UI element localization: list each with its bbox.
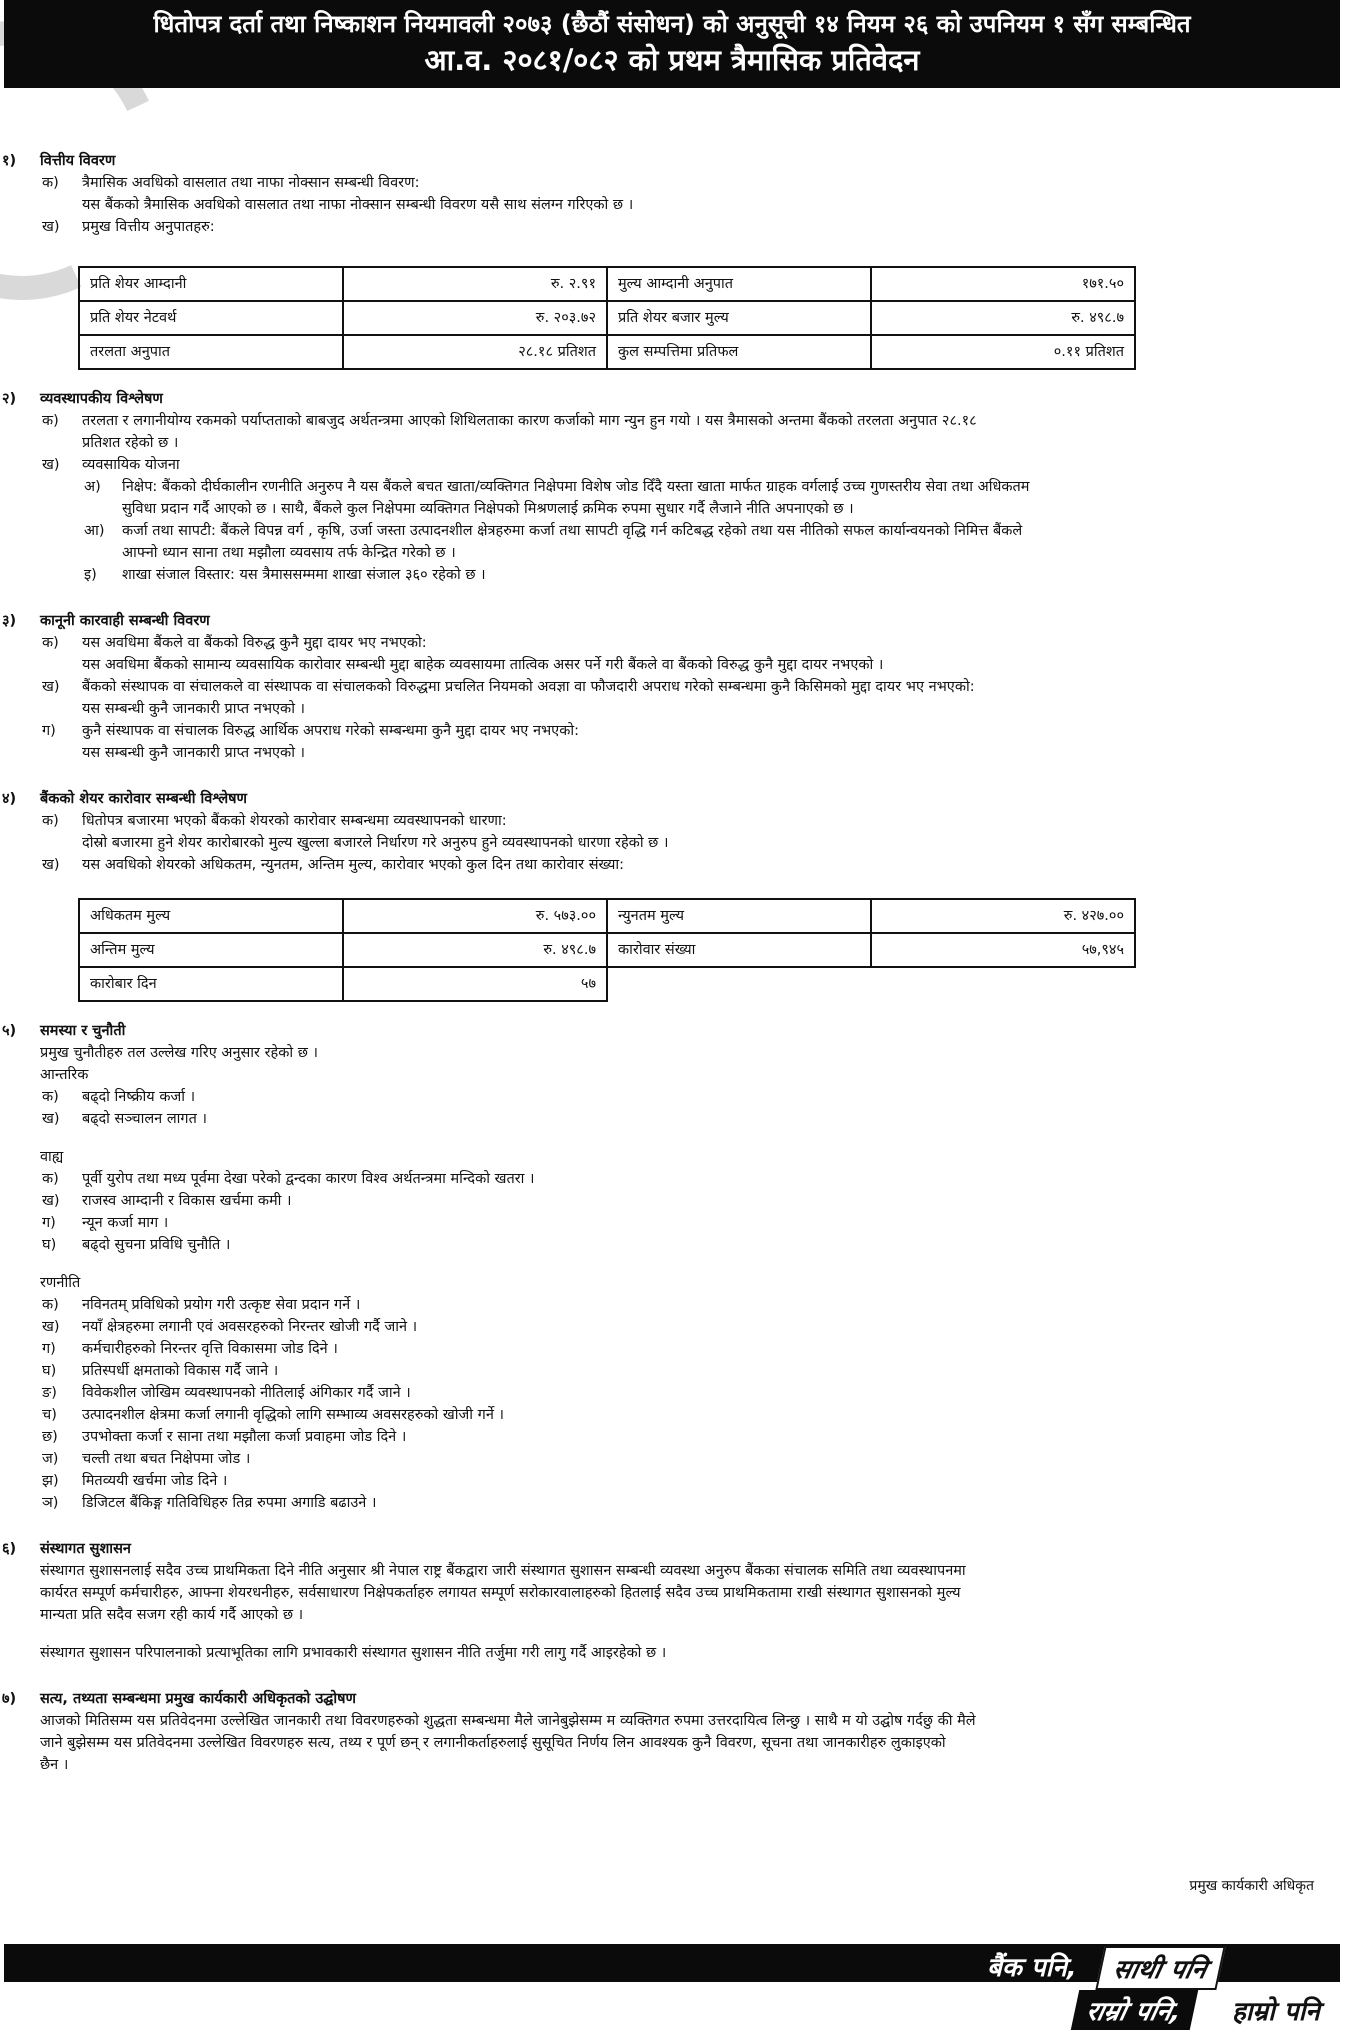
- list-item: विवेकशील जोखिम व्यवस्थापनको नीतिलाई अंगिकार गर्दै जाने ।: [82, 1385, 411, 1401]
- table-cell: रु. ४९८.७: [871, 301, 1135, 335]
- item-number: क): [42, 813, 59, 829]
- table-cell: मुल्य आम्दानी अनुपात: [607, 267, 871, 301]
- table-cell: न्युनतम मुल्य: [607, 899, 871, 933]
- item-text: कर्जा तथा सापटी: बैंकले विपन्न वर्ग , कृषि, उर्जा जस्ता उत्पादनशील क्षेत्रहरुमा कर्जा तथा सापटी वृद्धि गर्न कटिबद्ध रहेको तथा यस नीतिको सफल कार्यान्वयनको निमित्त बैंकले: [122, 523, 1023, 539]
- table-cell: रु. २.९१: [343, 267, 607, 301]
- table-cell: ०.११ प्रतिशत: [871, 335, 1135, 369]
- slogan-part-1: बैंक पनि,: [987, 1953, 1077, 1983]
- item-number: ज): [42, 1451, 59, 1467]
- table-row: [79, 335, 1135, 369]
- table-row: [79, 933, 1135, 967]
- subsection-title: वाह्य: [40, 1149, 64, 1165]
- table-cell: प्रति शेयर नेटवर्थ: [79, 301, 343, 335]
- list-item: चल्ती तथा बचत निक्षेपमा जोड ।: [82, 1451, 251, 1467]
- section-number: ५): [2, 1023, 17, 1039]
- item-number: क): [42, 413, 59, 429]
- table-cell: प्रति शेयर आम्दानी: [79, 267, 343, 301]
- section-number: ३): [2, 613, 17, 629]
- section-financial: [0, 150, 1354, 370]
- section-management-analysis: [0, 388, 1354, 586]
- section-number: २): [2, 391, 17, 407]
- subsection-title: रणनीति: [40, 1275, 81, 1291]
- page-header: [4, 0, 1340, 88]
- paragraph-line: संस्थागत सुशासन परिपालनाको प्रत्याभूतिका लागि प्रभावकारी संस्थागत सुशासन नीति तर्जुमा गरी लागु गर्दै आइरहेको छ ।: [40, 1645, 667, 1661]
- section-number: ७): [2, 1691, 17, 1707]
- slogan-part-4: हाम्रो पनि: [1232, 1997, 1320, 2027]
- table-cell: कारोवार संख्या: [607, 933, 871, 967]
- section-title: संस्थागत सुशासन: [40, 1541, 131, 1557]
- table-cell: २८.१८ प्रतिशत: [343, 335, 607, 369]
- table-cell: रु. ४२७.००: [871, 899, 1135, 933]
- item-number: ख): [42, 1111, 60, 1127]
- item-number: ग): [42, 723, 56, 739]
- paragraph-line: आजको मितिसम्म यस प्रतिवेदनमा उल्लेखित जानकारी तथा विवरणहरुको शुद्धता सम्बन्धमा मैले जानेबुझेसम्म म व्यक्तिगत रुपमा उत्तरदायित्व लिन्छु । साथै म यो उद्घोष गर्दछु की मैले: [40, 1713, 976, 1729]
- table-cell: रु. ५७३.००: [343, 899, 607, 933]
- item-text: आफ्नो ध्यान साना तथा मझौला व्यवसाय तर्फ केन्द्रित गरेको छ ।: [122, 545, 456, 561]
- section-declaration: [0, 1688, 1354, 1776]
- table-cell: प्रति शेयर बजार मुल्य: [607, 301, 871, 335]
- item-number: ङ): [42, 1385, 57, 1401]
- item-number: घ): [42, 1237, 57, 1253]
- item-title: त्रैमासिक अवधिको वासलात तथा नाफा नोक्सान सम्बन्धी विवरण:: [82, 175, 420, 191]
- header-title-line2: आ.व. २०८१/०८२ को प्रथम त्रैमासिक प्रतिवेदन: [424, 43, 920, 77]
- item-number: छ): [42, 1429, 58, 1445]
- paragraph-line: मान्यता प्रति सदैव सजग रही कार्य गर्दै आएको छ ।: [40, 1607, 304, 1623]
- item-number: ख): [42, 219, 60, 235]
- section-title: वित्तीय विवरण: [40, 153, 116, 169]
- report-body: [0, 150, 1354, 1784]
- item-title: यस अवधिको शेयरको अधिकतम, न्युनतम, अन्तिम मुल्य, कारोवार भएको कुल दिन तथा कारोवार संख्या:: [82, 857, 625, 873]
- paragraph-line: कार्यरत सम्पूर्ण कर्मचारीहरु, आफ्ना शेयरधनीहरु, सर्वसाधारण निक्षेपकर्ताहरु लगायत सम्पूर्ण सरोकारवालाहरुको हितलाई सदैव उच्च प्राथमिकतामा राखी संस्थागत सुशासनको मुल्य: [40, 1585, 961, 1601]
- section-governance: [0, 1538, 1354, 1664]
- section-title: सत्य, तथ्यता सम्बन्धमा प्रमुख कार्यकारी अधिकृतको उद्घोषण: [40, 1691, 356, 1707]
- item-title: यस अवधिमा बैंकले वा बैंकको विरुद्ध कुनै मुद्दा दायर भए नभएको:: [82, 635, 427, 651]
- signature-title: प्रमुख कार्यकारी अधिकृत: [1189, 1878, 1314, 1894]
- paragraph-line: संस्थागत सुशासनलाई सदैव उच्च प्राथमिकता दिने नीति अनुसार श्री नेपाल राष्ट्र बैंकद्वारा जारी संस्थागत सुशासन सम्बन्धी व्यवस्था अनुरुप बैंकका संचालक समिति तथा व्यवस्थापनमा: [40, 1563, 966, 1579]
- item-text: दोस्रो बजारमा हुने शेयर कारोबारको मुल्य खुल्ला बजारले निर्धारण गरे अनुरुप हुने व्यवस्थापनको धारणा रहेको छ ।: [82, 835, 669, 851]
- table-cell: १७१.५०: [871, 267, 1135, 301]
- list-item: बढ्दो निष्क्रीय कर्जा ।: [82, 1089, 196, 1105]
- section-legal: [0, 610, 1354, 764]
- paragraph-line: छैन ।: [40, 1757, 69, 1773]
- item-number: घ): [42, 1363, 57, 1379]
- section-title: कानूनी कारवाही सम्बन्धी विवरण: [40, 613, 210, 629]
- table-cell: तरलता अनुपात: [79, 335, 343, 369]
- table-cell: अधिकतम मुल्य: [79, 899, 343, 933]
- item-title: धितोपत्र बजारमा भएको बैंकको शेयरको कारोवार सम्बन्धमा व्यवस्थापनको धारणा:: [82, 813, 507, 829]
- table-cell: ५७,९४५: [871, 933, 1135, 967]
- list-item: नविनतम् प्रविधिको प्रयोग गरी उत्कृष्ट सेवा प्रदान गर्ने ।: [82, 1297, 361, 1313]
- list-item: प्रतिस्पर्धी क्षमताको विकास गर्दै जाने ।: [82, 1363, 279, 1379]
- table-row: [79, 967, 1135, 1001]
- table-cell: कारोबार दिन: [79, 967, 343, 1001]
- item-text: सुविधा प्रदान गर्दै आएको छ । साथै, बैंकले कुल निक्षेपमा व्यक्तिगत निक्षेपको मिश्रणलाई क्रमिक रुपमा सुधार गर्दै लैजाने नीति अपनाएको छ ।: [122, 501, 854, 517]
- item-number: क): [42, 1171, 59, 1187]
- item-number: क): [42, 635, 59, 651]
- item-number: ञ): [42, 1495, 59, 1511]
- item-number: ख): [42, 1193, 60, 1209]
- item-number: ग): [42, 1215, 56, 1231]
- item-text: यस सम्बन्धी कुनै जानकारी प्राप्त नभएको ।: [82, 745, 306, 761]
- item-number: इ): [84, 567, 97, 583]
- item-number: ख): [42, 857, 60, 873]
- list-item: उत्पादनशील क्षेत्रमा कर्जा लगानी वृद्धिको लागि सम्भाव्य अवसरहरुको खोजी गर्ने ।: [82, 1407, 504, 1423]
- item-title: व्यवसायिक योजना: [82, 457, 180, 473]
- list-item: मितव्ययी खर्चमा जोड दिने ।: [82, 1473, 228, 1489]
- item-number: ख): [42, 1319, 60, 1335]
- section-title: समस्या र चुनौती: [40, 1023, 126, 1039]
- section-number: ४): [2, 791, 17, 807]
- list-item: पूर्वी युरोप तथा मध्य पूर्वमा देखा परेको द्वन्दका कारण विश्व अर्थतन्त्रमा मन्दिको खतरा ।: [82, 1171, 535, 1187]
- table-cell: रु. २०३.७२: [343, 301, 607, 335]
- item-text: यस बैंकको त्रैमासिक अवधिको वासलात तथा नाफा नोक्सान सम्बन्धी विवरण यसै साथ संलग्न गरिएको छ ।: [82, 197, 634, 213]
- table-row: [79, 899, 1135, 933]
- list-item: न्यून कर्जा माग ।: [82, 1215, 169, 1231]
- item-number: क): [42, 175, 59, 191]
- table-cell: अन्तिम मुल्य: [79, 933, 343, 967]
- section-title: व्यवस्थापकीय विश्लेषण: [40, 391, 163, 407]
- list-item: उपभोक्ता कर्जा र साना तथा मझौला कर्जा प्रवाहमा जोड दिने ।: [82, 1429, 407, 1445]
- section-number: १): [2, 153, 17, 169]
- table-row: [79, 267, 1135, 301]
- list-item: बढ्दो सुचना प्रविधि चुनौति ।: [82, 1237, 231, 1253]
- item-text: निक्षेप: बैंकको दीर्घकालीन रणनीति अनुरुप नै यस बैंकले बचत खाता/व्यक्तिगत निक्षेपमा विशेष जोड दिँदै यस्ता खाता मार्फत ग्राहक वर्गलाई उच्च गुणस्तरीय सेवा तथा अधिकतम: [122, 479, 1030, 495]
- list-item: नयाँ क्षेत्रहरुमा लगानी एवं अवसरहरुको निरन्तर खोजी गर्दै जाने ।: [82, 1319, 418, 1335]
- share-trading-table: [78, 898, 1136, 1002]
- list-item: बढ्दो सञ्चालन लागत ।: [82, 1111, 207, 1127]
- table-cell-empty: [607, 967, 871, 1001]
- item-number: ग): [42, 1341, 56, 1357]
- item-number: ख): [42, 679, 60, 695]
- subsection-title: आन्तरिक: [40, 1067, 89, 1083]
- item-title: प्रमुख वित्तीय अनुपातहरु:: [82, 219, 215, 235]
- item-number: ख): [42, 457, 60, 473]
- item-number: च): [42, 1407, 57, 1423]
- item-number: झ): [42, 1473, 59, 1489]
- item-text: शाखा संजाल विस्तार: यस त्रैमाससम्ममा शाखा संजाल ३६० रहेको छ ।: [122, 567, 486, 583]
- item-text: यस सम्बन्धी कुनै जानकारी प्राप्त नभएको ।: [82, 701, 306, 717]
- item-title: कुनै संस्थापक वा संचालक विरुद्ध आर्थिक अपराध गरेको सम्बन्धमा कुनै मुद्दा दायर भए नभएको:: [82, 723, 579, 739]
- section-number: ६): [2, 1541, 17, 1557]
- list-item: कर्मचारीहरुको निरन्तर वृत्ति विकासमा जोड दिने ।: [82, 1341, 338, 1357]
- item-number: आ): [84, 523, 105, 539]
- table-row: [79, 301, 1135, 335]
- item-number: क): [42, 1089, 59, 1105]
- list-item: डिजिटल बैंकिङ्ग गतिविधिहरु तिव्र रुपमा अगाडि बढाउने ।: [82, 1495, 377, 1511]
- financial-ratios-table: [78, 266, 1136, 370]
- section-challenges: [0, 1020, 1354, 1514]
- item-number: क): [42, 1297, 59, 1313]
- item-text: तरलता र लगानीयोग्य रकमको पर्याप्तताको बाबजुद अर्थतन्त्रमा आएको शिथिलताका कारण कर्जाको माग न्युन हुन गयो । यस त्रैमासको अन्तमा बैंकको तरलता अनुपात २८.१८: [82, 413, 977, 429]
- table-cell-empty: [871, 967, 1135, 1001]
- table-cell: रु. ४९८.७: [343, 933, 607, 967]
- item-text: यस अवधिमा बैंकको सामान्य व्यवसायिक कारोवार सम्बन्धी मुद्दा बाहेक व्यवसायमा तात्विक असर पर्ने गरी बैंकले वा बैंकको विरुद्ध कुनै मुद्दा दायर नभएको ।: [82, 657, 884, 673]
- table-cell: कुल सम्पत्तिमा प्रतिफल: [607, 335, 871, 369]
- item-title: बैंकको संस्थापक वा संचालकले वा संस्थापक वा संचालकको विरुद्धमा प्रचलित नियमको अवज्ञा वा फौजदारी अपराध गरेको सम्बन्धमा कुनै किसिमको मुद्दा दायर भए नभएको:: [82, 679, 975, 695]
- intro-text: प्रमुख चुनौतीहरु तल उल्लेख गरिए अनुसार रहेको छ ।: [40, 1045, 318, 1061]
- item-number: अ): [84, 479, 101, 495]
- header-title-line1: धितोपत्र दर्ता तथा निष्काशन नियमावली २०७३ (छैठौं संसोधन) को अनुसूची १४ नियम २६ को उपनियम १ सँग सम्बन्धित: [153, 10, 1191, 38]
- slogan-part-3: राम्रो पनि,: [1071, 1990, 1198, 2030]
- paragraph-line: जाने बुझेसम्म यस प्रतिवेदनमा उल्लेखित विवरणहरु सत्य, तथ्य र पूर्ण छन् र लगानीकर्ताहरुलाई सुसूचित निर्णय लिन आवश्यक कुनै विवरण, सूचना तथा जानकारीहरु लुकाइएको: [40, 1735, 946, 1751]
- list-item: राजस्व आम्दानी र विकास खर्चमा कमी ।: [82, 1193, 292, 1209]
- section-share-trading: [0, 788, 1354, 1002]
- section-title: बैंकको शेयर कारोवार सम्बन्धी विश्लेषण: [40, 791, 247, 807]
- slogan-part-2: साथी पनि: [1095, 1946, 1225, 1990]
- table-cell: ५७: [343, 967, 607, 1001]
- item-text: प्रतिशत रहेको छ ।: [82, 435, 179, 451]
